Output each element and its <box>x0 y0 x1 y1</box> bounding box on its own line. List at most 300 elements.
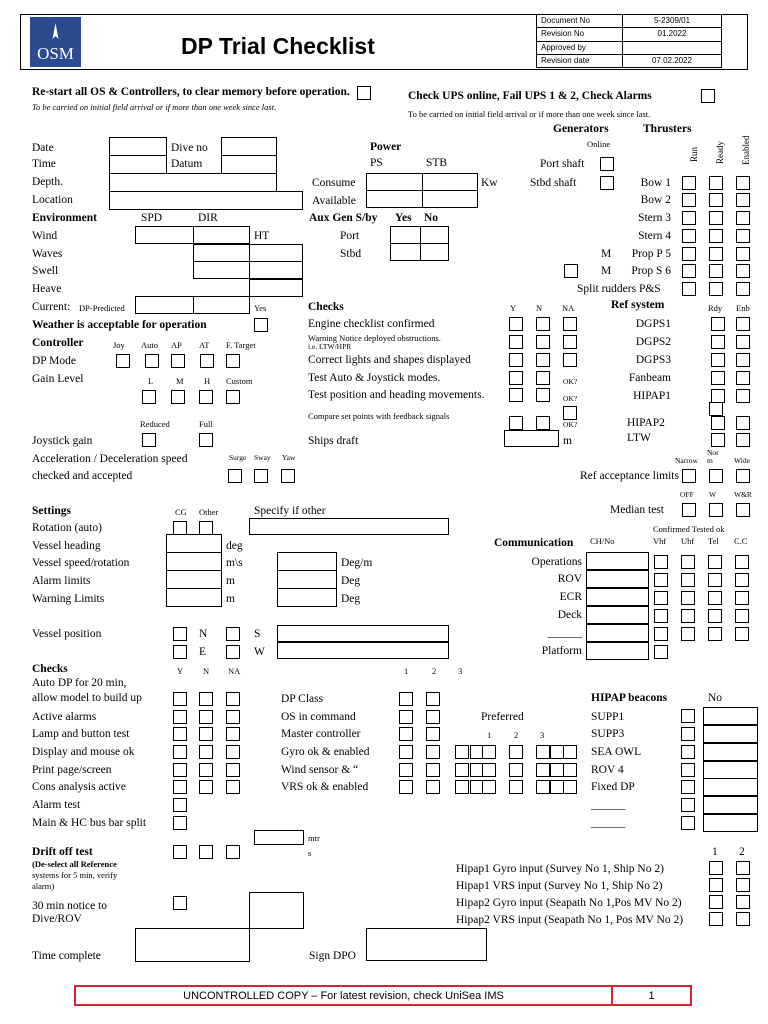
date-label: Date <box>32 142 54 154</box>
ref-1-enb-checkbox[interactable] <box>736 317 750 331</box>
comm-4-tel-checkbox[interactable] <box>708 609 722 623</box>
drift-note-1: (De-select all Reference <box>32 859 117 869</box>
auxgen-port-label: Port <box>340 230 360 242</box>
thruster-5-enabled-checkbox[interactable] <box>736 247 750 261</box>
comm-1-cc-checkbox[interactable] <box>735 555 749 569</box>
sign-dpo-field[interactable] <box>366 928 487 961</box>
preferred-label: Preferred <box>481 711 524 723</box>
available-stb-field[interactable] <box>422 190 478 208</box>
comm-1-vhf-checkbox[interactable] <box>654 555 668 569</box>
enabled-label: Enabled <box>741 135 751 165</box>
thruster-4-enabled-checkbox[interactable] <box>736 229 750 243</box>
comm-2-vhf-checkbox[interactable] <box>654 573 668 587</box>
warning-limits-deg-field[interactable] <box>277 588 337 607</box>
notice-field[interactable] <box>249 892 304 929</box>
thruster-2-run-checkbox[interactable] <box>682 193 696 207</box>
ref-6-enb-checkbox[interactable] <box>736 416 750 430</box>
ref-6-rdy-checkbox[interactable] <box>711 416 725 430</box>
gain-custom-checkbox[interactable] <box>226 390 240 404</box>
check2-row4-na-checkbox[interactable] <box>226 745 240 759</box>
comm-channel-field-3[interactable] <box>586 588 649 606</box>
master-controller-label: Master controller <box>281 728 361 740</box>
hipap-input-3-2-checkbox[interactable] <box>736 895 750 909</box>
thruster-stern4-label: Stern 4 <box>638 230 671 242</box>
comm-1-uhf-checkbox[interactable] <box>681 555 695 569</box>
beacon-1-no-field[interactable] <box>703 707 758 725</box>
preferred-row6-2a-checkbox[interactable] <box>482 780 496 794</box>
thruster-1-run-checkbox[interactable] <box>682 176 696 190</box>
alarm-limits-field[interactable] <box>166 570 222 589</box>
thruster-5-ready-checkbox[interactable] <box>709 247 723 261</box>
comm-5-vhf-checkbox[interactable] <box>654 627 668 641</box>
check-display-label: Display and mouse ok <box>32 746 135 758</box>
hipap1-vrs-label: Hipap1 VRS input (Survey No 1, Ship No 2) <box>456 880 663 892</box>
time-label: Time <box>32 158 56 170</box>
wind-spd-field[interactable] <box>135 226 194 244</box>
warning-notice-label: Warning Notice deployed obstructions. <box>308 333 441 343</box>
comm-5-tel-checkbox[interactable] <box>708 627 722 641</box>
ships-draft-unit: m <box>563 435 572 447</box>
position-lon-field[interactable] <box>277 642 449 659</box>
check1-row1-na-checkbox[interactable] <box>563 317 577 331</box>
drift-distance-field[interactable] <box>254 830 304 845</box>
thruster-1-enabled-checkbox[interactable] <box>736 176 750 190</box>
dp-mode-at[interactable] <box>200 354 214 368</box>
check1-row2-n-checkbox[interactable] <box>536 335 550 349</box>
preferred-row4-3b-checkbox[interactable] <box>550 745 564 759</box>
ref-4-rdy-checkbox[interactable] <box>711 371 725 385</box>
warning-limits-label: Warning Limits <box>32 593 105 605</box>
preferred-row5-1a-checkbox[interactable] <box>455 763 469 777</box>
heave-ht-field[interactable] <box>249 279 303 297</box>
auxgen-no-label: No <box>424 212 439 224</box>
location-field[interactable] <box>109 191 303 210</box>
check2-row2-n-checkbox[interactable] <box>199 710 213 724</box>
check1-row5-n-checkbox[interactable] <box>536 388 550 402</box>
position-s-checkbox[interactable] <box>226 627 240 641</box>
drift-na[interactable] <box>226 845 240 859</box>
dp-mode-ap[interactable] <box>171 354 185 368</box>
consume-ps-field[interactable] <box>366 173 423 191</box>
thruster-4-run-checkbox[interactable] <box>682 229 696 243</box>
compare-ok-checkbox[interactable] <box>563 406 577 420</box>
check1-row3-y-checkbox[interactable] <box>509 353 523 367</box>
port-shaft-checkbox[interactable] <box>600 157 614 171</box>
alarm-limits-deg-field[interactable] <box>277 570 337 589</box>
revision-number-label: Revision No <box>541 29 585 38</box>
split-rudders-ready-checkbox[interactable] <box>709 282 723 296</box>
rotation-other[interactable] <box>199 521 213 535</box>
preferred-row6-2b-checkbox[interactable] <box>509 780 523 794</box>
median-wr[interactable] <box>736 503 750 517</box>
check-lamp-test-label: Lamp and button test <box>32 728 130 740</box>
dp-mode-auto[interactable] <box>145 354 159 368</box>
current-yes-label: Yes <box>254 303 267 313</box>
median-w[interactable] <box>709 503 723 517</box>
comm-3-vhf-checkbox[interactable] <box>654 591 668 605</box>
datum-field[interactable] <box>221 155 277 174</box>
check2-row5-n-checkbox[interactable] <box>199 763 213 777</box>
thruster-3-enabled-checkbox[interactable] <box>736 211 750 225</box>
thruster-6-ready-checkbox[interactable] <box>709 264 723 278</box>
check2-row5-y-checkbox[interactable] <box>173 763 187 777</box>
weather-checkbox[interactable] <box>254 318 268 332</box>
check2-row2-na-checkbox[interactable] <box>226 710 240 724</box>
rotation-cg[interactable] <box>173 521 187 535</box>
warning-limits-deg: Deg <box>341 593 361 605</box>
ref-ltw-label: LTW <box>627 432 651 444</box>
heading-deg: deg <box>226 540 243 552</box>
class-row5-1-checkbox[interactable] <box>399 763 413 777</box>
dp-mode-joy[interactable] <box>116 354 130 368</box>
ups-checkbox[interactable] <box>701 89 715 103</box>
prop-s6-m-checkbox[interactable] <box>564 264 578 278</box>
other-label: Other <box>199 507 219 517</box>
check2-row3-na-checkbox[interactable] <box>226 727 240 741</box>
beacon-4-no-field[interactable] <box>703 761 758 779</box>
position-lat-field[interactable] <box>277 625 449 642</box>
preferred-row5-3a-checkbox[interactable] <box>536 763 550 777</box>
alarm-limits-label: Alarm limits <box>32 575 91 587</box>
gain-l-checkbox[interactable] <box>142 390 156 404</box>
gain-m-checkbox[interactable] <box>171 390 185 404</box>
position-w-checkbox[interactable] <box>226 645 240 659</box>
joystick-gain-full[interactable] <box>199 433 213 447</box>
surge-checkbox[interactable] <box>228 469 242 483</box>
check2-row3-n-checkbox[interactable] <box>199 727 213 741</box>
split-rudders-enabled-checkbox[interactable] <box>736 282 750 296</box>
auxgen-port-yes[interactable] <box>390 226 421 244</box>
datum-label: Datum <box>171 158 203 170</box>
thruster-4-ready-checkbox[interactable] <box>709 229 723 243</box>
compare-n-checkbox[interactable] <box>536 416 550 430</box>
acceptance-wide[interactable] <box>736 469 750 483</box>
checks1-title: Checks <box>308 301 344 313</box>
comm-channel-field-2[interactable] <box>586 570 649 588</box>
page-number: 1 <box>648 990 655 1002</box>
check1-row4-y-checkbox[interactable] <box>509 371 523 385</box>
comm-2-cc-checkbox[interactable] <box>735 573 749 587</box>
depth-label: Depth. <box>32 176 63 188</box>
ref-4-enb-checkbox[interactable] <box>736 371 750 385</box>
notice-label-2: Dive/ROV <box>32 913 82 925</box>
ships-draft-label: Ships draft <box>308 435 359 447</box>
comm-rov-label: ROV <box>557 573 582 585</box>
comm-3-cc-checkbox[interactable] <box>735 591 749 605</box>
preferred-row4-2b-checkbox[interactable] <box>509 745 523 759</box>
waves-ht-field[interactable] <box>249 244 303 262</box>
comm-5-cc-checkbox[interactable] <box>735 627 749 641</box>
ap-label: AP <box>171 340 182 350</box>
thruster-5-run-checkbox[interactable] <box>682 247 696 261</box>
check1-row2-na-checkbox[interactable] <box>563 335 577 349</box>
class-row2-2-checkbox[interactable] <box>426 710 440 724</box>
preferred-row4-3a-checkbox[interactable] <box>536 745 550 759</box>
hipap-title: HIPAP beacons <box>591 692 668 704</box>
doc-info-table <box>536 14 722 68</box>
rotation-rate-field[interactable] <box>277 552 337 571</box>
position-e-checkbox[interactable] <box>173 645 187 659</box>
hipap-input-4-2-checkbox[interactable] <box>736 912 750 926</box>
preferred-row5-2a-checkbox[interactable] <box>482 763 496 777</box>
swell-dir-field[interactable] <box>193 261 250 279</box>
check2-row6-na-checkbox[interactable] <box>226 780 240 794</box>
beacon-5-no-field[interactable] <box>703 778 758 796</box>
preferred-row4-1a-checkbox[interactable] <box>455 745 469 759</box>
comm-2-uhf-checkbox[interactable] <box>681 573 695 587</box>
median-off[interactable] <box>682 503 696 517</box>
auxgen-stbd-no[interactable] <box>420 243 449 261</box>
check1-row5-y-checkbox[interactable] <box>509 388 523 402</box>
thruster-6-enabled-checkbox[interactable] <box>736 264 750 278</box>
beacon-4-checkbox[interactable] <box>681 763 695 777</box>
ref-7-enb-checkbox[interactable] <box>736 433 750 447</box>
ref-1-rdy-checkbox[interactable] <box>711 317 725 331</box>
comm-3-uhf-checkbox[interactable] <box>681 591 695 605</box>
acceptance-normal[interactable] <box>709 469 723 483</box>
preferred-row6-3a-checkbox[interactable] <box>536 780 550 794</box>
hipap-input-2-2-checkbox[interactable] <box>736 878 750 892</box>
ref-dgps3-label: DGPS3 <box>635 354 671 366</box>
weather-label: Weather is acceptable for operation <box>32 319 207 331</box>
date-field[interactable] <box>109 137 167 156</box>
comm-ecr-label: ECR <box>559 591 582 603</box>
comm-4-cc-checkbox[interactable] <box>735 609 749 623</box>
beacon-6-no-field[interactable] <box>703 796 758 814</box>
check-active-alarms-label: Active alarms <box>32 711 97 723</box>
beacon-7-no-field[interactable] <box>703 814 758 832</box>
class-row4-1-checkbox[interactable] <box>399 745 413 759</box>
checks2-n: N <box>203 666 210 676</box>
hipap1-extra-checkbox[interactable] <box>709 402 723 416</box>
beacon-7-checkbox[interactable] <box>681 816 695 830</box>
check1-row3-n-checkbox[interactable] <box>536 353 550 367</box>
thruster-3-run-checkbox[interactable] <box>682 211 696 225</box>
hipap-input-3-1-checkbox[interactable] <box>709 895 723 909</box>
check1-row2-y-checkbox[interactable] <box>509 335 523 349</box>
check1-row1-n-checkbox[interactable] <box>536 317 550 331</box>
beacon-1-checkbox[interactable] <box>681 709 695 723</box>
ref-rdy-label: Rdy <box>708 303 723 313</box>
warning-limits-field[interactable] <box>166 588 222 607</box>
preferred-row5-3c-checkbox[interactable] <box>563 763 577 777</box>
check2-row3-y-checkbox[interactable] <box>173 727 187 741</box>
ref-5-rdy-checkbox[interactable] <box>711 389 725 403</box>
check2-row6-n-checkbox[interactable] <box>199 780 213 794</box>
auxgen-stbd-yes[interactable] <box>390 243 421 261</box>
hipap-input-1-2-checkbox[interactable] <box>736 861 750 875</box>
beacon-3-no-field[interactable] <box>703 743 758 761</box>
gain-level-label: Gain Level <box>32 373 84 385</box>
sway-checkbox[interactable] <box>254 469 268 483</box>
logo <box>30 17 81 67</box>
test-auto-ok: OK? <box>563 377 578 386</box>
acceptance-narrow[interactable] <box>682 469 696 483</box>
class-row2-1-checkbox[interactable] <box>399 710 413 724</box>
auxgen-port-no[interactable] <box>420 226 449 244</box>
ref-2-enb-checkbox[interactable] <box>736 335 750 349</box>
doc-number-label: Document No <box>541 16 590 25</box>
split-rudders-run-checkbox[interactable] <box>682 282 696 296</box>
check1-row4-n-checkbox[interactable] <box>536 371 550 385</box>
drift-note-3: alarm) <box>32 881 55 891</box>
class-row3-2-checkbox[interactable] <box>426 727 440 741</box>
comm-channel-field-1[interactable] <box>586 552 649 570</box>
hipap-input-2-1-checkbox[interactable] <box>709 878 723 892</box>
thruster-6-run-checkbox[interactable] <box>682 264 696 278</box>
heave-label: Heave <box>32 283 62 295</box>
comm-5-uhf-checkbox[interactable] <box>681 627 695 641</box>
accel-label-2: checked and accepted <box>32 470 133 482</box>
check2-row2-y-checkbox[interactable] <box>173 710 187 724</box>
joystick-gain-reduced[interactable] <box>142 433 156 447</box>
thruster-3-ready-checkbox[interactable] <box>709 211 723 225</box>
beacon-3-checkbox[interactable] <box>681 745 695 759</box>
class-row1-1-checkbox[interactable] <box>399 692 413 706</box>
beacon-6-checkbox[interactable] <box>681 798 695 812</box>
comm-3-tel-checkbox[interactable] <box>708 591 722 605</box>
beacon-2-no-field[interactable] <box>703 725 758 743</box>
time-complete-field[interactable] <box>135 928 250 962</box>
speed-field[interactable] <box>166 552 222 571</box>
wind-sensor-label: Wind sensor & “ <box>281 764 359 776</box>
thruster-1-ready-checkbox[interactable] <box>709 176 723 190</box>
ref-dgps2-label: DGPS2 <box>635 336 671 348</box>
footer-text: UNCONTROLLED COPY – For latest revision, check UniSea IMS <box>183 990 504 1002</box>
ref-7-rdy-checkbox[interactable] <box>711 433 725 447</box>
w-label: W <box>709 490 717 499</box>
comm-4-vhf-checkbox[interactable] <box>654 609 668 623</box>
footer-box <box>74 985 692 1006</box>
class-col-3: 3 <box>458 666 463 676</box>
preferred-row5-3b-checkbox[interactable] <box>550 763 564 777</box>
class-row1-2-checkbox[interactable] <box>426 692 440 706</box>
preferred-row6-1a-checkbox[interactable] <box>455 780 469 794</box>
thruster-2-enabled-checkbox[interactable] <box>736 193 750 207</box>
comm-1-tel-checkbox[interactable] <box>708 555 722 569</box>
available-ps-field[interactable] <box>366 190 423 208</box>
check1-row1-y-checkbox[interactable] <box>509 317 523 331</box>
vessel-position-label: Vessel position <box>32 628 102 640</box>
check2-row4-n-checkbox[interactable] <box>199 745 213 759</box>
ref-2-rdy-checkbox[interactable] <box>711 335 725 349</box>
checks2-na: NA <box>228 666 241 676</box>
dp-mode-ftarget[interactable] <box>226 354 240 368</box>
comm-platform-label: Platform <box>541 645 582 657</box>
waves-dir-field[interactable] <box>193 244 250 262</box>
mtr-label: mtr <box>308 833 320 843</box>
check2-row1-na-checkbox[interactable] <box>226 692 240 706</box>
ref-3-enb-checkbox[interactable] <box>736 353 750 367</box>
comm-6-vhf-checkbox[interactable] <box>654 645 668 659</box>
beacon-5-checkbox[interactable] <box>681 780 695 794</box>
preferred-row5-2b-checkbox[interactable] <box>509 763 523 777</box>
comm-4-uhf-checkbox[interactable] <box>681 609 695 623</box>
wind-dir-field[interactable] <box>193 226 250 244</box>
position-n-checkbox[interactable] <box>173 627 187 641</box>
generators-title: Generators <box>553 123 609 135</box>
comm-channel-field-4[interactable] <box>586 606 649 624</box>
restart-checkbox[interactable] <box>357 86 371 100</box>
swell-ht-field[interactable] <box>249 261 303 279</box>
check1-row3-na-checkbox[interactable] <box>563 353 577 367</box>
full-label: Full <box>199 419 213 429</box>
power-stb-label: STB <box>426 157 448 169</box>
check2-row7-y-checkbox[interactable] <box>173 798 187 812</box>
hipap2-vrs-label: Hipap2 VRS input (Seapath No 1, Pos MV No 2) <box>456 914 684 926</box>
class-row6-2-checkbox[interactable] <box>426 780 440 794</box>
current-spd-field[interactable] <box>135 296 194 314</box>
comm-2-tel-checkbox[interactable] <box>708 573 722 587</box>
preferred-row6-3b-checkbox[interactable] <box>550 780 564 794</box>
gain-h-checkbox[interactable] <box>199 390 213 404</box>
dive-no-field[interactable] <box>221 137 277 156</box>
hipap-input-1-1-checkbox[interactable] <box>709 861 723 875</box>
class-row3-1-checkbox[interactable] <box>399 727 413 741</box>
beacon-supp3-label: SUPP3 <box>591 728 625 740</box>
yaw-label: Yaw <box>282 453 296 462</box>
notice-checkbox[interactable] <box>173 896 187 910</box>
drift-y[interactable] <box>173 845 187 859</box>
comm-channel-field-5[interactable] <box>586 624 649 642</box>
communication-title: Communication <box>494 537 574 549</box>
port-shaft-label: Port shaft <box>540 158 585 170</box>
compare-y-checkbox[interactable] <box>509 416 523 430</box>
preferred-row4-2a-checkbox[interactable] <box>482 745 496 759</box>
consume-stb-field[interactable] <box>422 173 478 191</box>
rotation-rate-unit: Deg/m <box>341 557 373 569</box>
check2-row8-y-checkbox[interactable] <box>173 816 187 830</box>
current-dir-field[interactable] <box>193 296 250 314</box>
check2-row1-y-checkbox[interactable] <box>173 692 187 706</box>
reduced-label: Reduced <box>140 419 170 429</box>
yaw-checkbox[interactable] <box>281 469 295 483</box>
drift-off-label: Drift off test <box>32 846 93 858</box>
ships-draft-field[interactable] <box>504 430 559 447</box>
comm-channel-field-6[interactable] <box>586 642 649 660</box>
thruster-2-ready-checkbox[interactable] <box>709 193 723 207</box>
check2-row4-y-checkbox[interactable] <box>173 745 187 759</box>
uhf-label: Uhf <box>681 536 695 546</box>
specify-field[interactable] <box>249 518 449 535</box>
time-field[interactable] <box>109 155 167 174</box>
preferred-row4-3c-checkbox[interactable] <box>563 745 577 759</box>
location-label: Location <box>32 194 73 206</box>
check2-row6-y-checkbox[interactable] <box>173 780 187 794</box>
depth-field[interactable] <box>109 173 277 192</box>
approved-by-label: Approved by <box>541 43 586 52</box>
checks1-n: N <box>536 303 543 313</box>
beacon-2-checkbox[interactable] <box>681 727 695 741</box>
time-complete-label: Time complete <box>32 950 101 962</box>
sway-label: Sway <box>254 453 271 462</box>
ref-3-rdy-checkbox[interactable] <box>711 353 725 367</box>
ref-5-enb-checkbox[interactable] <box>736 389 750 403</box>
heading-field[interactable] <box>166 534 222 553</box>
class-row6-1-checkbox[interactable] <box>399 780 413 794</box>
rotation-label: Rotation (auto) <box>32 522 102 534</box>
check2-row1-n-checkbox[interactable] <box>199 692 213 706</box>
check2-row5-na-checkbox[interactable] <box>226 763 240 777</box>
class-row4-2-checkbox[interactable] <box>426 745 440 759</box>
hipap-input-4-1-checkbox[interactable] <box>709 912 723 926</box>
wr-label: W&R <box>734 490 752 499</box>
dir-label: DIR <box>198 212 218 224</box>
class-row5-2-checkbox[interactable] <box>426 763 440 777</box>
beacon-fixed-dp-label: Fixed DP <box>591 781 635 793</box>
preferred-row6-3c-checkbox[interactable] <box>563 780 577 794</box>
drift-n[interactable] <box>199 845 213 859</box>
